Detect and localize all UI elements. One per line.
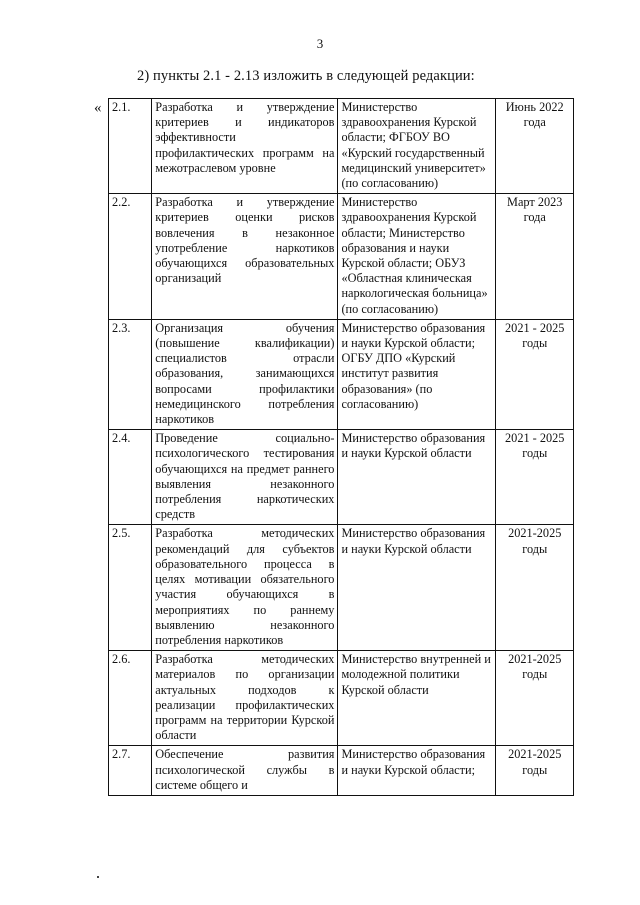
table-row <box>109 746 574 796</box>
row-term: 2021-2025 годы <box>496 746 574 796</box>
row-number: 2.6. <box>109 651 152 746</box>
table-row <box>109 430 574 525</box>
row-term: Март 2023 года <box>496 194 574 320</box>
row-number: 2.4. <box>109 430 152 525</box>
row-executor: Министерство внутренней и молодежной политики Курской области <box>338 651 496 746</box>
row-number: 2.5. <box>109 525 152 651</box>
row-executor: Министерство образования и науки Курской области; <box>338 746 496 796</box>
row-term: 2021 - 2025 годы <box>496 430 574 525</box>
table-row <box>109 319 574 429</box>
row-executor: Министерство образования и науки Курской области <box>338 525 496 651</box>
table-row <box>109 651 574 746</box>
intro-text: 2) пункты 2.1 - 2.13 изложить в следующей редакции: <box>137 68 475 84</box>
opening-quote-mark: « <box>94 100 102 116</box>
row-executor: Министерство здравоохранения Курской области; ФГБОУ ВО «Курский государственный медицинский университет» (по согласованию) <box>338 99 496 194</box>
row-name: Разработка методических рекомендаций для субъектов образовательного процесса в целях мотивации обязательного участия обучающихся в мероприятиях по раннему выявлению незаконного потребления наркотиков <box>152 525 338 651</box>
row-name: Проведение социально-психологического тестирования обучающихся на предмет раннего выявления незаконного потребления наркотических средств <box>152 430 338 525</box>
table-row <box>109 194 574 320</box>
row-name: Разработка и утверждение критериев и индикаторов эффективности профилактических программ на межотраслевом уровне <box>152 99 338 194</box>
row-term: 2021-2025 годы <box>496 525 574 651</box>
row-executor: Министерство образования и науки Курской области; ОГБУ ДПО «Курский институт развития образования» (по согласованию) <box>338 319 496 429</box>
row-name: Разработка методических материалов по организации актуальных подходов к реализации профилактических программ на территории Курской области <box>152 651 338 746</box>
row-term: Июнь 2022 года <box>496 99 574 194</box>
table-row <box>109 525 574 651</box>
page-number: 3 <box>316 36 324 51</box>
row-executor: Министерство образования и науки Курской области <box>338 430 496 525</box>
row-number: 2.3. <box>109 319 152 429</box>
scan-dot-mark <box>97 876 99 878</box>
row-executor: Министерство здравоохранения Курской области; Министерство образования и науки Курской области; ОБУЗ «Областная клиническая наркологическая больница» (по согласованию) <box>338 194 496 320</box>
table-row <box>109 99 574 194</box>
row-term: 2021-2025 годы <box>496 651 574 746</box>
row-name: Обеспечение развития психологической службы в системе общего и <box>152 746 338 796</box>
row-number: 2.7. <box>109 746 152 796</box>
row-number: 2.2. <box>109 194 152 320</box>
measures-table <box>108 98 574 796</box>
row-number: 2.1. <box>109 99 152 194</box>
row-name: Разработка и утверждение критериев оценки рисков вовлечения в незаконное употребление наркотиков обучающихся образовательных организаций <box>152 194 338 320</box>
row-name: Организация обучения (повышение квалификации) специалистов отрасли образования, занимающихся вопросами профилактики немедицинского потребления наркотиков <box>152 319 338 429</box>
row-term: 2021 - 2025 годы <box>496 319 574 429</box>
